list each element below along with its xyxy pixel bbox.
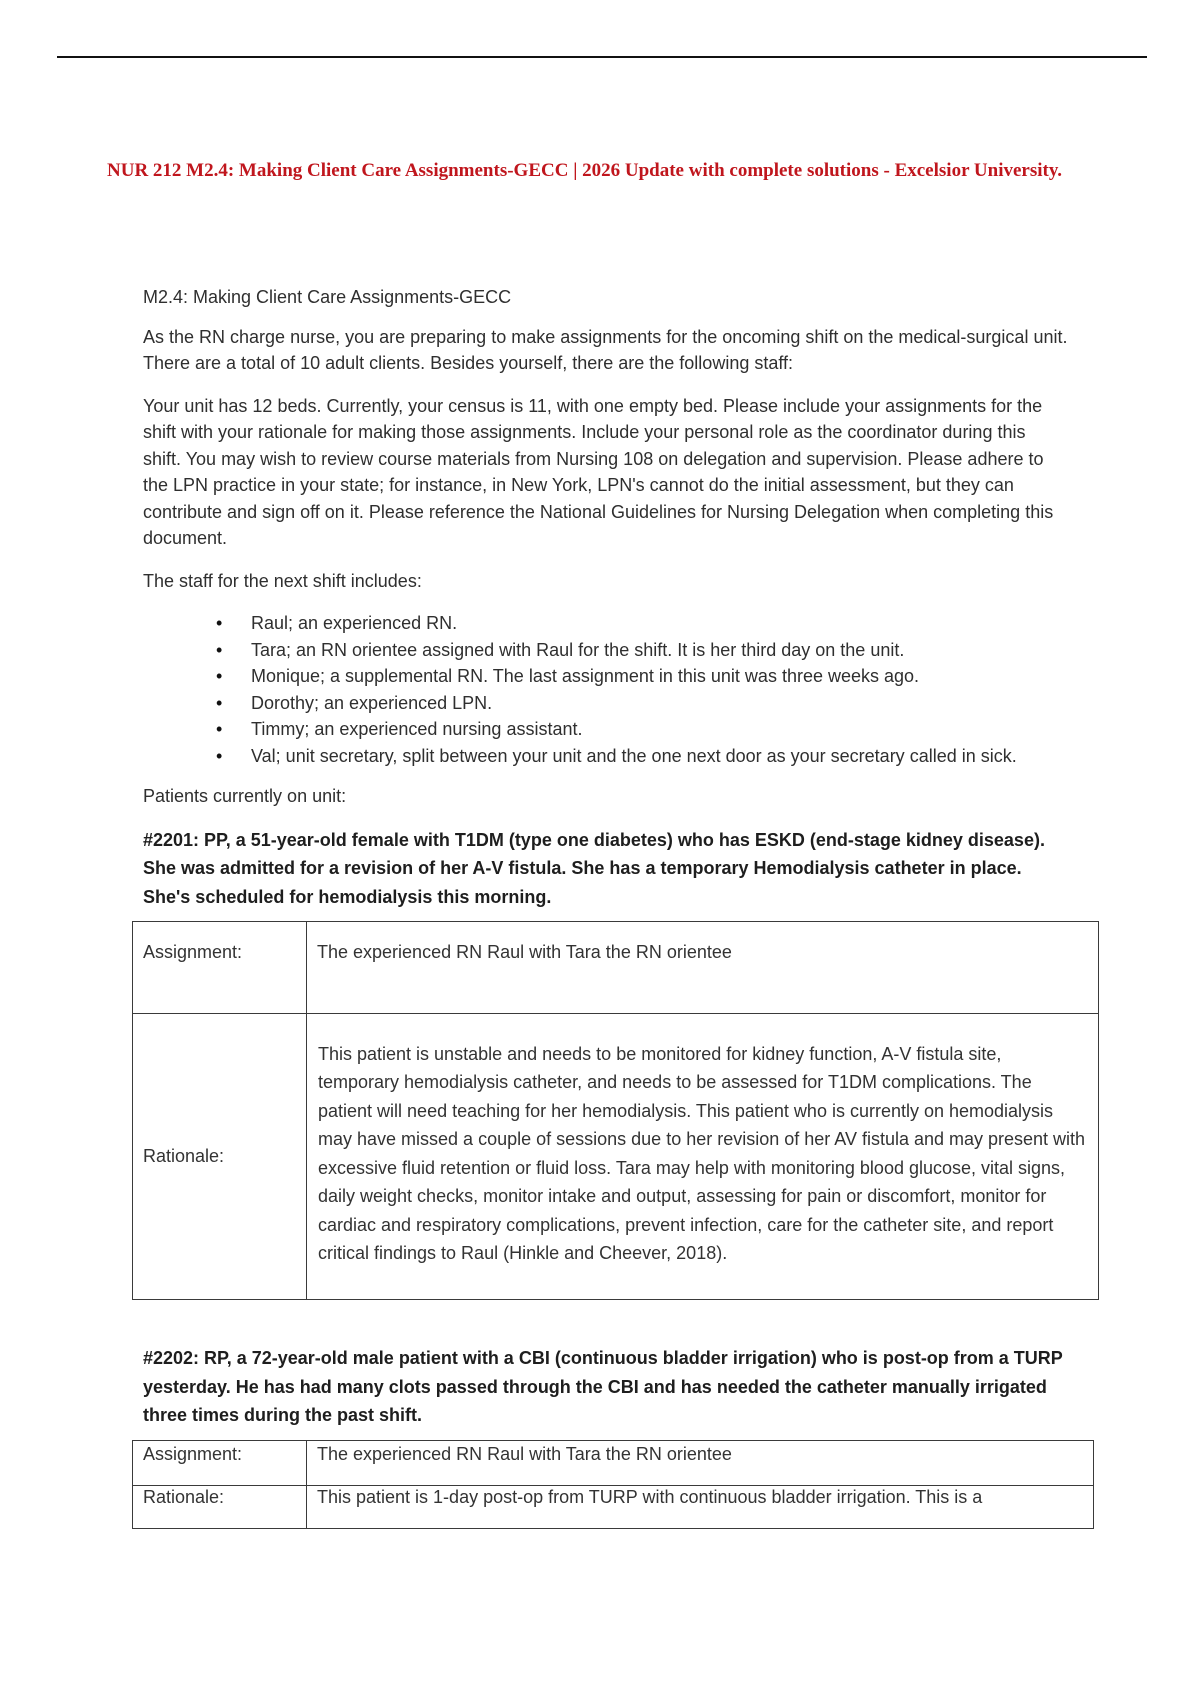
list-item [216, 637, 1068, 664]
bullet-icon: • [216, 613, 223, 633]
document-body [143, 284, 1086, 1529]
bullet-icon: • [216, 719, 223, 739]
assignment-value: The experienced RN Raul with Tara the RN orientee [307, 1440, 1094, 1485]
table-row [133, 922, 1099, 1014]
staff-text: Raul; an experienced RN. [251, 613, 458, 633]
staff-text: Val; unit secretary, split between your unit and the one next door as your secretary called in sick. [251, 745, 1017, 766]
patient-2202-table [132, 1440, 1094, 1529]
instructions-paragraph: Your unit has 12 beds. Currently, your census is 11, with one empty bed. Please include your assignments for the shift with your rationale for making those assignments. Include your personal role as the coordinator during this shift. You may wish to review course materials from Nursing 108 on delegation and supervision. Please adhere to the LPN practice in your state; for instance, in New York, LPN's cannot do the initial assessment, but they can contribute and sign off on it. Please reference the National Guidelines for Nursing Delegation when completing this document. [143, 395, 1054, 548]
table-row [133, 1014, 1099, 1300]
patient-2202-description: #2202: RP, a 72-year-old male patient with a CBI (continuous bladder irrigation) who is post-op from a TURP yesterday. He has had many clots passed through the CBI and has needed the catheter manually irrigated three times during the past shift. [143, 1348, 1063, 1425]
table-row [133, 1485, 1094, 1528]
spacer [143, 1300, 1068, 1344]
list-item [216, 690, 1068, 717]
bullet-icon: • [216, 692, 223, 713]
staff-text: Tara; an RN orientee assigned with Raul for the shift. It is her third day on the unit. [251, 639, 905, 660]
list-item [216, 663, 1068, 690]
patient-2201-description: #2201: PP, a 51-year-old female with T1DM (type one diabetes) who has ESKD (end-stage kidney disease). She was admitted for a revision of her A-V fistula. She has a temporary Hemodialysis catheter in place. She's scheduled for hemodialysis this morning. [143, 829, 1045, 907]
staff-text: Monique; a supplemental RN. The last assignment in this unit was three weeks ago. [251, 666, 920, 686]
list-item [216, 743, 1068, 770]
patient-2201-table [132, 921, 1099, 1300]
list-item [216, 716, 1068, 743]
staff-list [143, 610, 1068, 769]
assignment-value: The experienced RN Raul with Tara the RN orientee [307, 922, 1099, 1014]
header-rule [57, 56, 1147, 58]
rationale-value: This patient is 1-day post-op from TURP with continuous bladder irrigation. This is a [307, 1485, 1094, 1528]
table-row [133, 1440, 1094, 1485]
bullet-icon: • [216, 666, 223, 686]
rationale-label: Rationale: [133, 1485, 307, 1528]
assignment-label: Assignment: [133, 1440, 307, 1485]
staff-text: Timmy; an experienced nursing assistant. [251, 719, 583, 739]
assignment-label: Assignment: [133, 922, 307, 1014]
staff-text: Dorothy; an experienced LPN. [251, 692, 493, 713]
patients-heading: Patients currently on unit: [143, 786, 347, 806]
staff-heading: The staff for the next shift includes: [143, 570, 422, 591]
list-item [216, 610, 1068, 637]
rationale-label: Rationale: [133, 1014, 307, 1300]
bullet-icon: • [216, 745, 223, 766]
bullet-icon: • [216, 639, 223, 660]
document-title: NUR 212 M2.4: Making Client Care Assignments-GECC | 2026 Update with complete solutions - Excelsior University. [107, 160, 1063, 181]
section-heading: M2.4: Making Client Care Assignments-GECC [143, 287, 512, 307]
intro-paragraph: As the RN charge nurse, you are preparing to make assignments for the oncoming shift on the medical-surgical unit. There are a total of 10 adult clients. Besides yourself, there are the following staff: [143, 326, 1068, 373]
rationale-value: This patient is unstable and needs to be monitored for kidney function, A-V fistula site, temporary hemodialysis catheter, and needs to be assessed for T1DM complications. The patient will need teaching for her hemodialysis. This patient who is currently on hemodialysis may have missed a couple of sessions due to her revision of her AV fistula and may present with excessive fluid retention or fluid loss. Tara may help with monitoring blood glucose, vital signs, daily weight checks, monitor intake and output, assessing for pain or discomfort, monitor for cardiac and respiratory complications, prevent infection, care for the catheter site, and report critical findings to Raul (Hinkle and Cheever, 2018). [307, 1014, 1099, 1300]
